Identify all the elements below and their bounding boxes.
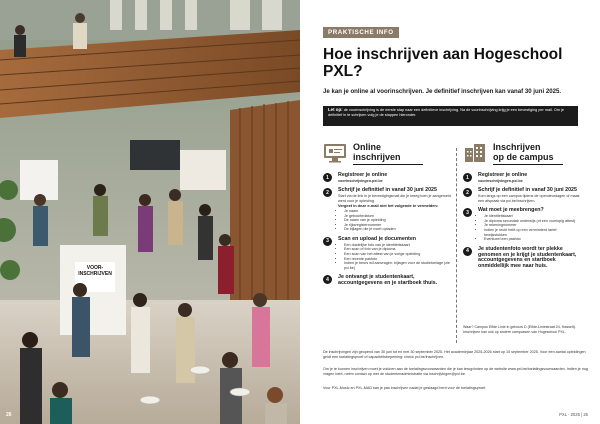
list-item: • Je rijksregisternummer [344, 223, 451, 228]
list-item: • Je naam [344, 209, 451, 214]
step-title: Scan en upload je documenten [338, 235, 416, 242]
campus-title-1: Inschrijven [493, 142, 541, 152]
column-divider [456, 148, 457, 343]
step-desc: Start via de link in je bevestigingsmail die je kreeg toen je aangemeld werd voor je opleiding. [338, 194, 451, 203]
step-title: Wat moet je meebrengen? [478, 207, 544, 214]
list-item: • Je diploma secundair onderwijs (of een voorlopig attest) [484, 219, 581, 224]
online-step-3 [323, 237, 451, 270]
step-number: 4 [463, 247, 472, 256]
step-number: 2 [463, 188, 472, 197]
list-item: • Je identiteitskaart [484, 214, 581, 219]
campus-location-note: Waar? Campus Elfde Linie in gebouw D (Elfde-Liniestraat 24, Hasselt). Inschrijven kan ook op andere campussen van Hogeschool PXL. [463, 325, 576, 334]
list-item: • Indien je recht hebt op een verminderd tarief: bewijsstukken [484, 228, 581, 237]
building-icon [463, 143, 487, 163]
footer-paragraph-1: De inschrijvingen zijn geopend van 30 juni tot en met 30 september 2025. Het academiejaar 2025-2026 start op 15 september 2025. Voor een aantal opleidingen geldt een toelatingsproef of capaciteitsbeperking: check pxl.be/inschrijven. [323, 350, 586, 359]
list-item: • Je rekeningnummer [484, 223, 581, 228]
campus-step-2 [463, 188, 581, 203]
online-title-1: Online [353, 142, 382, 152]
step-title: Registreer je online [478, 172, 528, 178]
online-step-1 [323, 173, 451, 183]
note-box [323, 106, 578, 126]
online-step-2 [323, 188, 451, 232]
step-number: 3 [463, 208, 472, 217]
step-number: 1 [463, 173, 472, 182]
step-number: 3 [323, 237, 332, 246]
step-title: Registreer je online [338, 172, 388, 178]
page-title: Hoe inschrijven aan Hogeschool PXL? [323, 46, 563, 80]
list-item: • Indien je beurs wil aanvragen: bijlagen voor de studietoelage (zie pxl.be) [344, 261, 451, 270]
online-header [323, 143, 451, 169]
sign-voorinschrijven: VOOR- INSCHRIJVEN [78, 265, 112, 277]
online-column [323, 143, 451, 292]
step-title: Schrijf je definitief in vanaf 30 juni 2025 [338, 187, 437, 194]
step-list-intro: Vergeet in deze e-mail niet het volgende te vermelden: [338, 203, 439, 209]
monitor-icon [323, 143, 347, 163]
note-text: de voorinschrijving is de eerste stap naar een definitieve inschrijving. Na de voorinschrijving krijg je een bevestiging per mail. Om je definitief in te schrijven volg je de stappen hieronder. [328, 108, 565, 117]
online-step-4 [323, 275, 451, 287]
step-number: 1 [323, 173, 332, 182]
step-number: 4 [323, 275, 332, 284]
footer-paragraph-2: Om je te kunnen inschrijven moet je voldoen aan de toelatingsvoorwaarden die je kan terugvinden op de website www.pxl.be/toelatingsvoorwaarden. Indien je nog vragen hebt, neem contact op met de studentenadministratie via inschrijvingen@pxl.be. [323, 367, 588, 376]
list-item: • De naam van je opleiding [344, 218, 451, 223]
footer-paragraph-3: Voor PXL-Music en PXL-MAD kan je pas inschrijven nadat je geslaagd bent voor de toelatingsproef. [323, 386, 487, 390]
campus-rule [493, 164, 563, 165]
online-rule [353, 164, 423, 165]
list-item: • Een scan van het attest van je vorige opleiding [344, 252, 451, 257]
info-page [300, 0, 600, 424]
list-item: • Een scan of foto van je diploma [344, 247, 451, 252]
campus-column [463, 143, 581, 275]
page-subtitle: Je kan je online al voorinschrijven. Je definitief inschrijven kan vanaf 30 juni 2025. [323, 88, 562, 95]
step-desc: Kom langs op een campus tijdens de opendeurdagen of maak een afspraak via pxl.be/inschrijven. [478, 194, 580, 203]
page-number-right: PXL · 2025 | 25 [559, 412, 588, 417]
note-label: Let op: [328, 107, 343, 112]
campus-step-4 [463, 247, 581, 270]
campus-step-1 [463, 173, 581, 183]
list-item: • Een duidelijke foto van je identiteitskaart [344, 243, 451, 248]
step-number: 2 [323, 188, 332, 197]
step-title: Schrijf je definitief in vanaf 30 juni 2025 [478, 187, 577, 194]
step-title: Je studentenfoto wordt ter plekke genomen en je krijgt je studentenkaart, accountgegevens en startboek onmiddellijk mee naar huis. [478, 245, 577, 270]
page-number-left: 26 [6, 412, 12, 418]
list-item: • De bijlagen die je moet opladen [344, 227, 451, 232]
campus-header [463, 143, 581, 169]
step-link[interactable]: voorinschrijvingen.pxl.be [338, 178, 383, 183]
campus-step-3 [463, 208, 581, 241]
section-tag: PRAKTISCHE INFO [323, 27, 399, 38]
step-link[interactable]: voorinschrijvingen.pxl.be [478, 178, 523, 183]
online-title-2: inschrijven [353, 151, 401, 162]
list-item: • Eventueel een pasfoto [484, 237, 581, 242]
list-item: • Je geboortedatum [344, 214, 451, 219]
list-item: • Een recente pasfoto [344, 257, 451, 262]
step-title: Je ontvangt je studentenkaart, accountgegevens en je startboek thuis. [338, 274, 438, 287]
campus-title-2: op de campus [493, 151, 554, 162]
